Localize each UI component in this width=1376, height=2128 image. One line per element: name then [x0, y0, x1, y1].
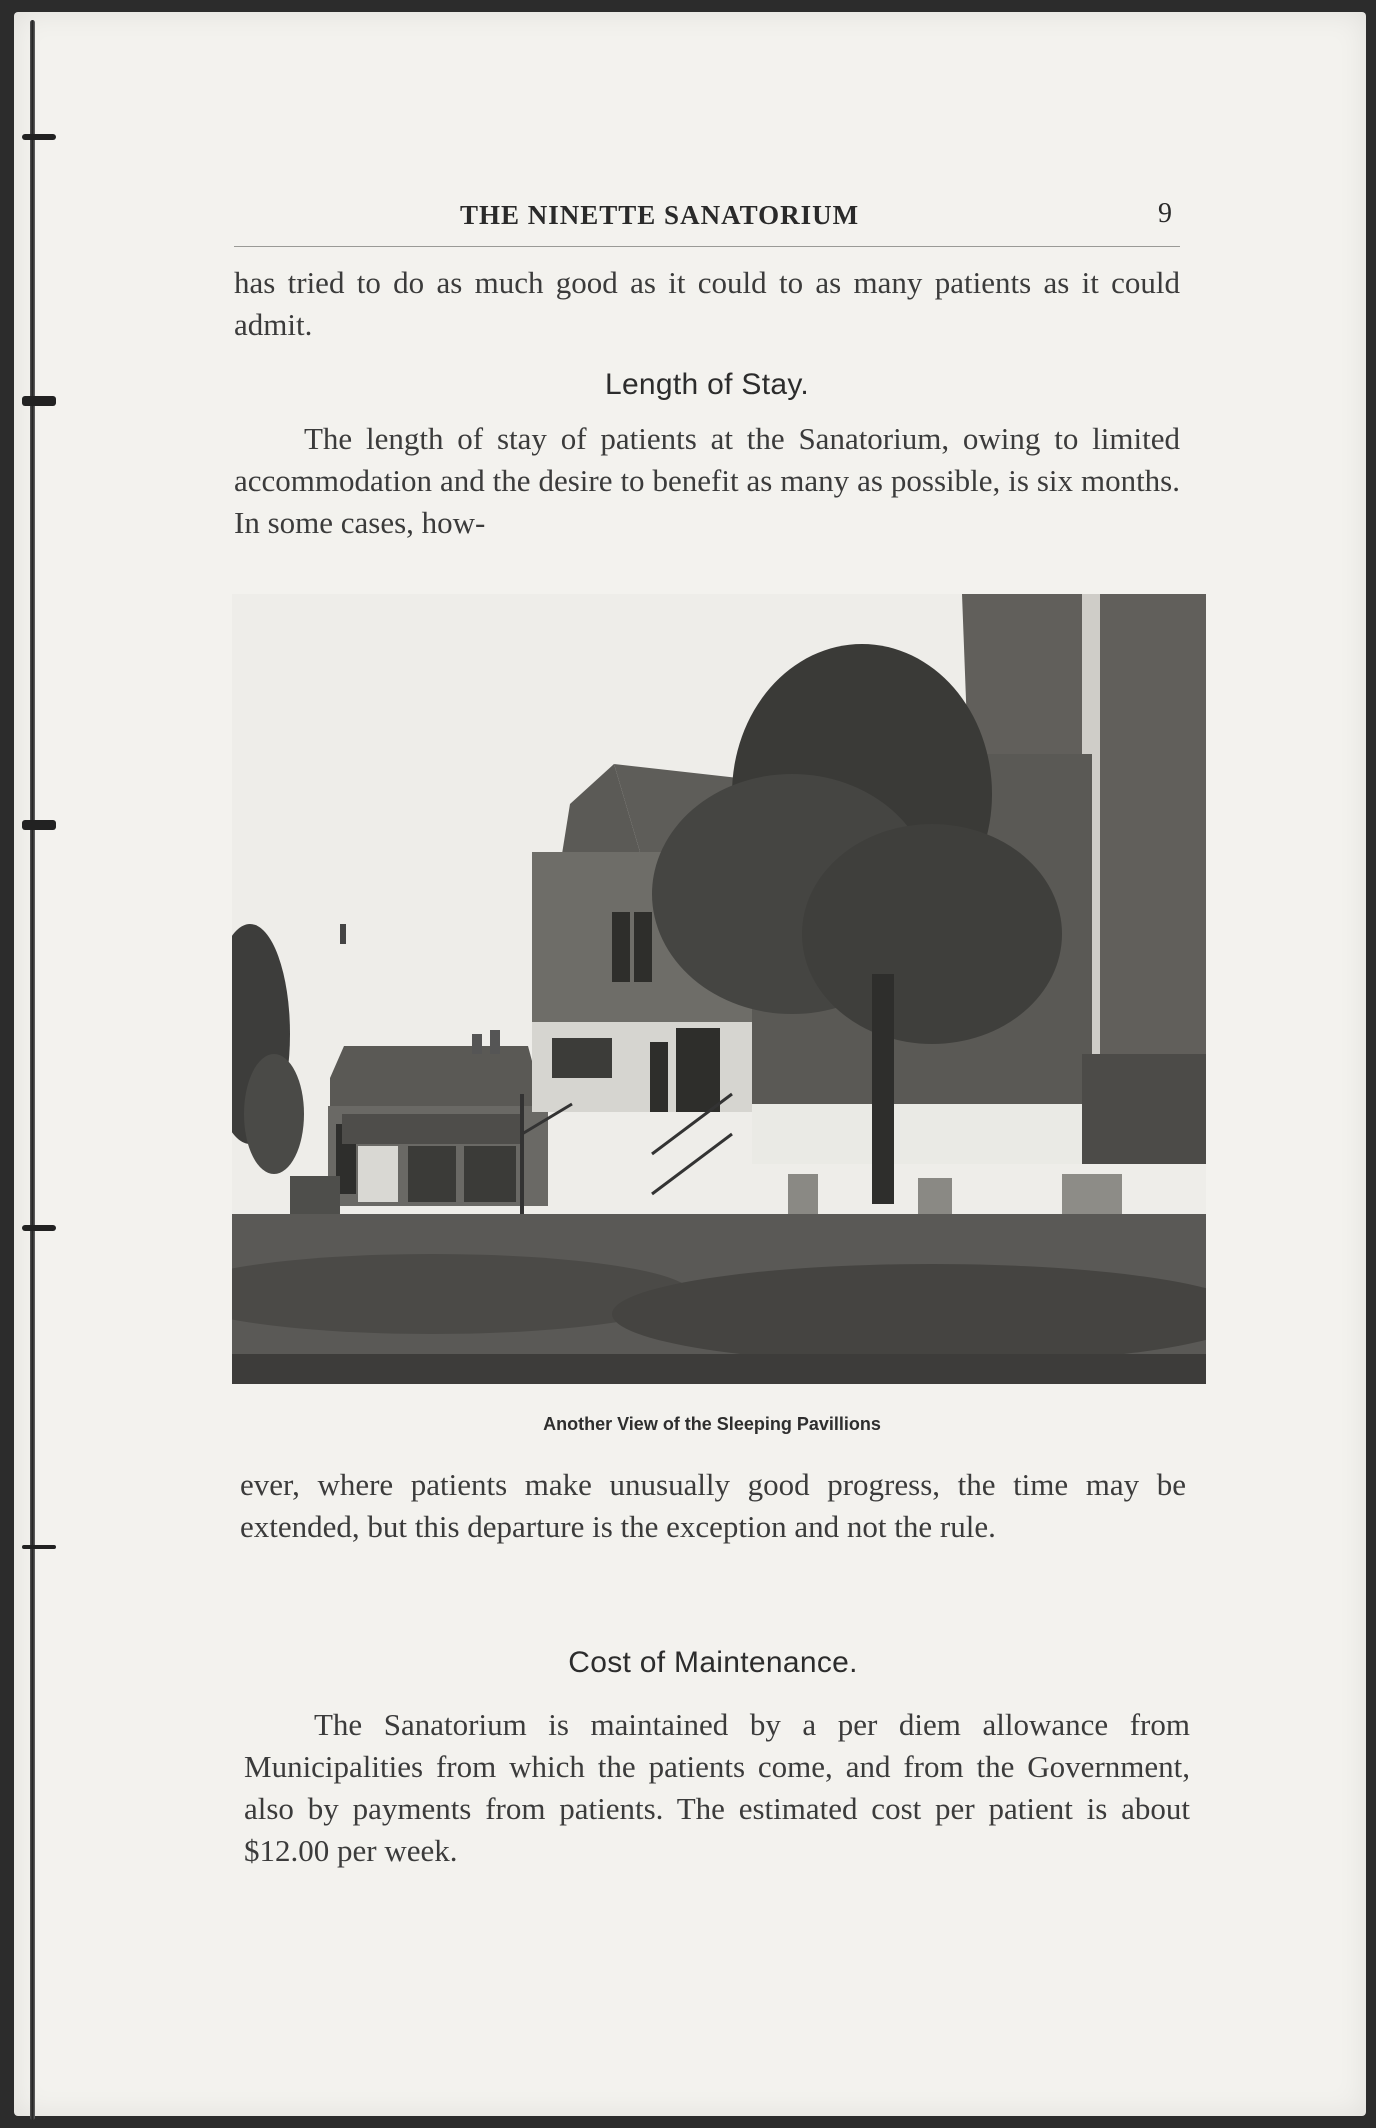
- section-heading-length-of-stay: Length of Stay.: [604, 368, 810, 401]
- binding-spine: [22, 20, 38, 2120]
- binding-stitch: [22, 820, 56, 830]
- length-of-stay-paragraph-part1: The length of stay of patients at the Sanatorium, owing to limited accommodation and the desire to benefit as many as possible, is six months. In some cases, how-: [234, 421, 1180, 540]
- sleeping-pavilions-photo: [232, 594, 1206, 1384]
- building-illustration: [232, 594, 1206, 1384]
- section-heading-cost-of-maintenance: Cost of Maintenance.: [568, 1646, 858, 1679]
- continued-paragraph: has tried to do as much good as it could to as many patients as it could admit.: [234, 265, 1180, 342]
- spine-line: [30, 20, 35, 2120]
- running-head: [234, 196, 1180, 247]
- length-of-stay-paragraph-part2: ever, where patients make unusually good progress, the time may be extended, but this departure is the exception and not the rule.: [240, 1467, 1186, 1544]
- binding-stitch: [22, 396, 56, 406]
- figure-caption: Another View of the Sleeping Pavillions: [543, 1414, 881, 1434]
- binding-stitch: [22, 1545, 56, 1549]
- binding-stitch: [22, 134, 56, 140]
- binding-stitch: [22, 1225, 56, 1231]
- running-head-title: THE NINETTE SANATORIUM: [460, 200, 860, 230]
- cost-of-maintenance-paragraph: The Sanatorium is maintained by a per diem allowance from Municipalities from which the patients come, and from the Government, also by payments from patients. The estimated cost per patient is about $12.00 per week.: [244, 1707, 1190, 1868]
- page-number: 9: [1158, 198, 1172, 229]
